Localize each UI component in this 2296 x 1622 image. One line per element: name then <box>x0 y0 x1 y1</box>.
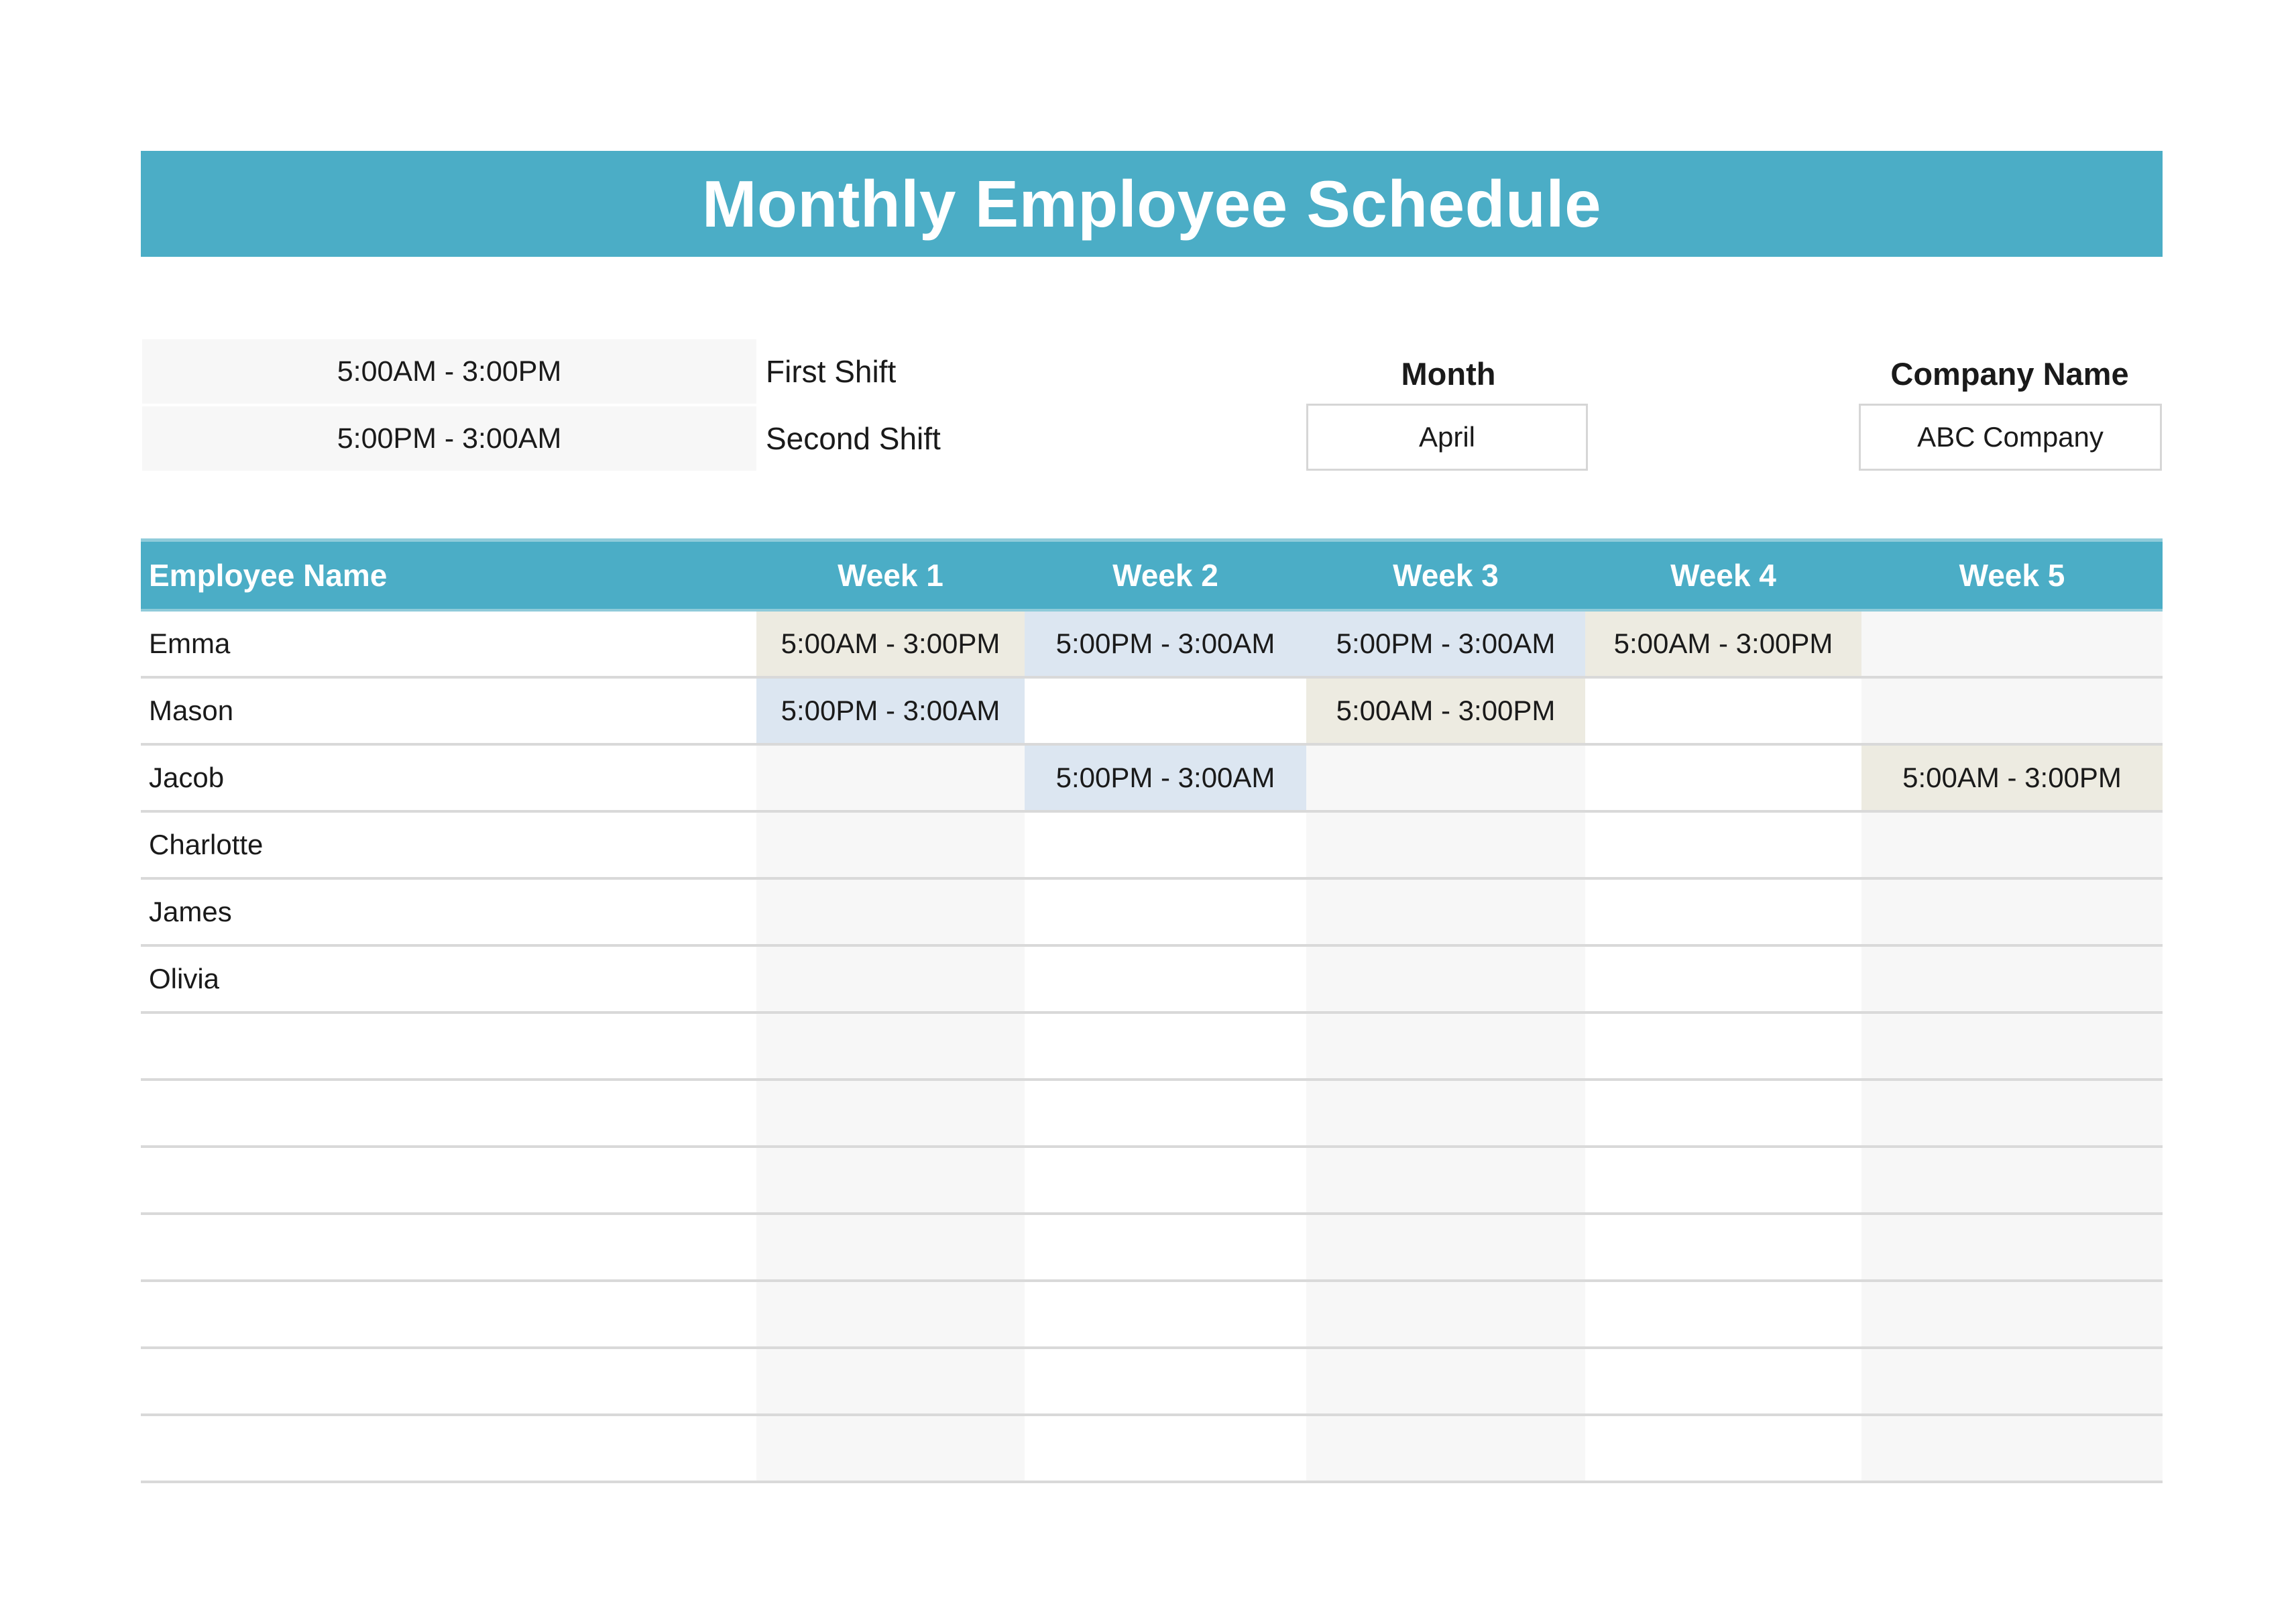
schedule-table <box>141 538 2163 1483</box>
week-3-shift-cell[interactable] <box>1306 811 1585 878</box>
table-header-row <box>141 540 2163 611</box>
schedule-body <box>141 610 2163 1482</box>
table-row <box>141 878 2163 945</box>
week-5-shift-cell[interactable] <box>1861 677 2163 744</box>
week-1-shift-cell[interactable] <box>756 1080 1025 1147</box>
week-4-shift-cell[interactable] <box>1585 945 1861 1012</box>
week-5-shift-cell[interactable] <box>1861 945 2163 1012</box>
week-1-shift-cell[interactable] <box>756 878 1025 945</box>
employee-name-cell[interactable] <box>141 1415 756 1482</box>
header-employee-name: Employee Name <box>141 540 756 611</box>
week-4-shift-cell[interactable] <box>1585 1214 1861 1281</box>
week-3-shift-cell[interactable] <box>1306 1214 1585 1281</box>
week-2-shift-cell[interactable]: 5:00PM - 3:00AM <box>1025 744 1306 811</box>
employee-name-cell[interactable]: James <box>141 878 756 945</box>
second-shift-label[interactable]: Second Shift <box>766 421 941 456</box>
week-5-shift-cell[interactable] <box>1861 1147 2163 1214</box>
week-2-shift-cell[interactable] <box>1025 1012 1306 1080</box>
week-4-shift-cell[interactable]: 5:00AM - 3:00PM <box>1585 610 1861 677</box>
employee-name-cell[interactable] <box>141 1281 756 1348</box>
week-3-shift-cell[interactable] <box>1306 878 1585 945</box>
week-5-shift-cell[interactable] <box>1861 1214 2163 1281</box>
week-2-shift-cell[interactable] <box>1025 945 1306 1012</box>
week-3-shift-cell[interactable] <box>1306 1147 1585 1214</box>
table-row <box>141 1080 2163 1147</box>
employee-name-cell[interactable] <box>141 1147 756 1214</box>
week-4-shift-cell[interactable] <box>1585 1147 1861 1214</box>
company-name-label: Company Name <box>1890 356 2129 392</box>
week-1-shift-cell[interactable] <box>756 744 1025 811</box>
week-5-shift-cell[interactable] <box>1861 1281 2163 1348</box>
week-2-shift-cell[interactable] <box>1025 1080 1306 1147</box>
week-1-shift-cell[interactable] <box>756 1147 1025 1214</box>
week-1-shift-cell[interactable] <box>756 1348 1025 1415</box>
week-2-shift-cell[interactable] <box>1025 811 1306 878</box>
week-3-shift-cell[interactable] <box>1306 1080 1585 1147</box>
second-shift-time[interactable]: 5:00PM - 3:00AM <box>142 406 756 471</box>
month-field[interactable]: April <box>1306 404 1588 471</box>
company-name-field[interactable]: ABC Company <box>1859 404 2162 471</box>
header-week-4: Week 4 <box>1585 540 1861 611</box>
week-3-shift-cell[interactable] <box>1306 945 1585 1012</box>
week-2-shift-cell[interactable] <box>1025 1281 1306 1348</box>
week-1-shift-cell[interactable] <box>756 945 1025 1012</box>
week-4-shift-cell[interactable] <box>1585 744 1861 811</box>
week-1-shift-cell[interactable]: 5:00AM - 3:00PM <box>756 610 1025 677</box>
week-5-shift-cell[interactable] <box>1861 811 2163 878</box>
week-3-shift-cell[interactable]: 5:00AM - 3:00PM <box>1306 677 1585 744</box>
table-row <box>141 1348 2163 1415</box>
first-shift-label[interactable]: First Shift <box>766 354 897 389</box>
week-4-shift-cell[interactable] <box>1585 1415 1861 1482</box>
week-2-shift-cell[interactable] <box>1025 1415 1306 1482</box>
week-4-shift-cell[interactable] <box>1585 677 1861 744</box>
week-3-shift-cell[interactable] <box>1306 1348 1585 1415</box>
table-row <box>141 945 2163 1012</box>
page-title: Monthly Employee Schedule <box>701 166 1602 241</box>
table-row <box>141 1415 2163 1482</box>
week-5-shift-cell[interactable] <box>1861 878 2163 945</box>
week-3-shift-cell[interactable]: 5:00PM - 3:00AM <box>1306 610 1585 677</box>
week-4-shift-cell[interactable] <box>1585 1281 1861 1348</box>
table-row <box>141 677 2163 744</box>
week-1-shift-cell[interactable] <box>756 1281 1025 1348</box>
week-4-shift-cell[interactable] <box>1585 1012 1861 1080</box>
header-week-1: Week 1 <box>756 540 1025 611</box>
employee-name-cell[interactable] <box>141 1012 756 1080</box>
employee-name-cell[interactable] <box>141 1348 756 1415</box>
week-3-shift-cell[interactable] <box>1306 744 1585 811</box>
table-row <box>141 1012 2163 1080</box>
week-4-shift-cell[interactable] <box>1585 1080 1861 1147</box>
table-row <box>141 744 2163 811</box>
header-week-3: Week 3 <box>1306 540 1585 611</box>
week-3-shift-cell[interactable] <box>1306 1012 1585 1080</box>
employee-name-cell[interactable] <box>141 1214 756 1281</box>
week-2-shift-cell[interactable] <box>1025 1214 1306 1281</box>
week-1-shift-cell[interactable] <box>756 1214 1025 1281</box>
table-row <box>141 1147 2163 1214</box>
table-row <box>141 610 2163 677</box>
header-week-5: Week 5 <box>1861 540 2163 611</box>
week-4-shift-cell[interactable] <box>1585 878 1861 945</box>
week-3-shift-cell[interactable] <box>1306 1281 1585 1348</box>
employee-name-cell[interactable] <box>141 1080 756 1147</box>
week-5-shift-cell[interactable] <box>1861 610 2163 677</box>
table-row <box>141 811 2163 878</box>
table-row <box>141 1281 2163 1348</box>
employee-name-cell[interactable]: Olivia <box>141 945 756 1012</box>
week-1-shift-cell[interactable] <box>756 1012 1025 1080</box>
week-3-shift-cell[interactable] <box>1306 1415 1585 1482</box>
employee-name-cell[interactable]: Charlotte <box>141 811 756 878</box>
employee-name-cell[interactable]: Jacob <box>141 744 756 811</box>
week-4-shift-cell[interactable] <box>1585 811 1861 878</box>
employee-name-cell[interactable]: Emma <box>141 610 756 677</box>
week-1-shift-cell[interactable] <box>756 1415 1025 1482</box>
week-2-shift-cell[interactable] <box>1025 1147 1306 1214</box>
week-5-shift-cell[interactable]: 5:00AM - 3:00PM <box>1861 744 2163 811</box>
week-2-shift-cell[interactable] <box>1025 878 1306 945</box>
week-1-shift-cell[interactable]: 5:00PM - 3:00AM <box>756 677 1025 744</box>
week-5-shift-cell[interactable] <box>1861 1415 2163 1482</box>
header-week-2: Week 2 <box>1025 540 1306 611</box>
month-label: Month <box>1401 356 1496 392</box>
week-2-shift-cell[interactable] <box>1025 1348 1306 1415</box>
week-5-shift-cell[interactable] <box>1861 1348 2163 1415</box>
week-4-shift-cell[interactable] <box>1585 1348 1861 1415</box>
week-5-shift-cell[interactable] <box>1861 1012 2163 1080</box>
first-shift-time[interactable]: 5:00AM - 3:00PM <box>142 339 756 404</box>
week-2-shift-cell[interactable] <box>1025 677 1306 744</box>
week-5-shift-cell[interactable] <box>1861 1080 2163 1147</box>
title-banner <box>141 151 2163 257</box>
week-1-shift-cell[interactable] <box>756 811 1025 878</box>
employee-name-cell[interactable]: Mason <box>141 677 756 744</box>
table-row <box>141 1214 2163 1281</box>
week-2-shift-cell[interactable]: 5:00PM - 3:00AM <box>1025 610 1306 677</box>
